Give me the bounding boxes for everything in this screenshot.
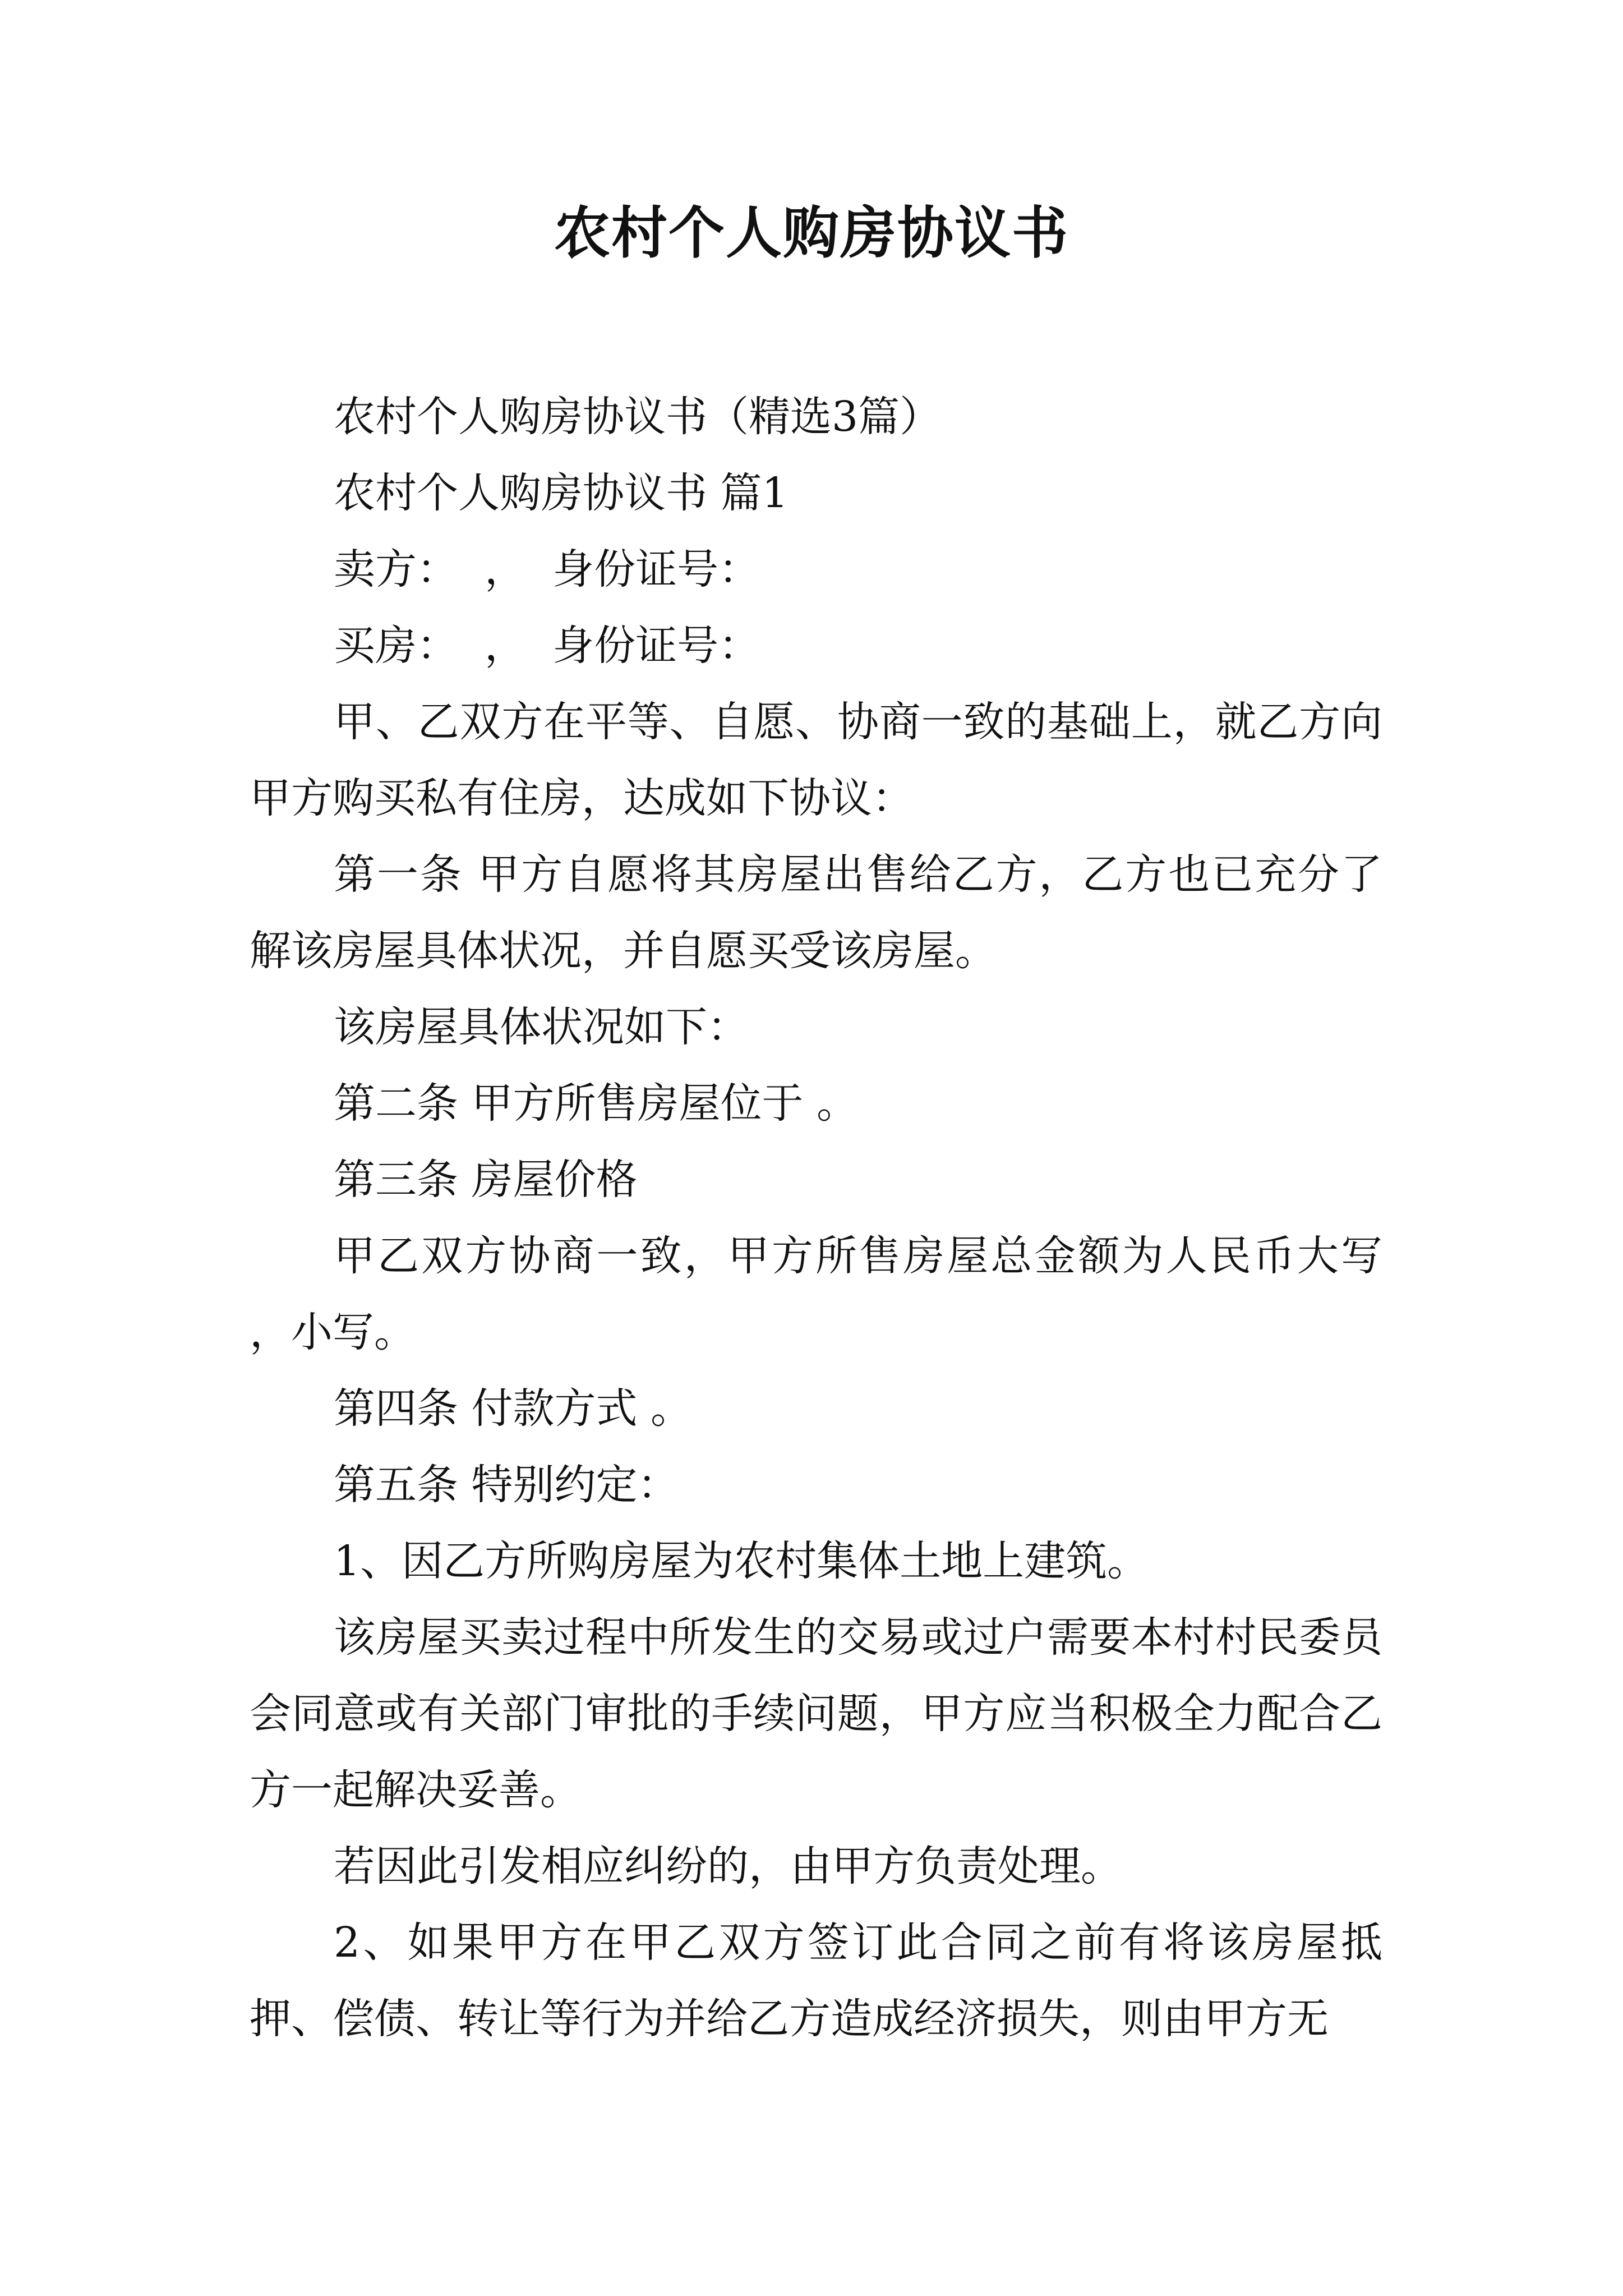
paragraph-transaction-approval: 该房屋买卖过程中所发生的交易或过户需要本村村民委员会同意或有关部门审批的手续问题，甲方应当积极全力配合乙方一起解决妥善。: [250, 1613, 1382, 1814]
paragraph-subtitle: 农村个人购房协议书（精选3篇）: [334, 393, 942, 441]
paragraph-house-status: 该房屋具体状况如下：: [334, 1003, 749, 1051]
paragraph-clause-1: 1、因乙方所购房屋为农村集体土地上建筑。: [334, 1537, 1149, 1585]
paragraph-article-4: 第四条 付款方式 。: [334, 1384, 693, 1433]
paragraph-article-3: 第三条 房屋价格: [334, 1156, 638, 1204]
paragraph-clause-2: 2、如果甲方在甲乙双方签订此合同之前有将该房屋抵押、偿债、转让等行为并给乙方造成经济损失，则由甲方无: [250, 1918, 1382, 2043]
paragraph-preamble: 甲、乙双方在平等、自愿、协商一致的基础上，就乙方向甲方购买私有住房，达成如下协议：: [250, 698, 1382, 822]
paragraph-price: 甲乙双方协商一致，甲方所售房屋总金额为人民币大写 ，小写。: [250, 1232, 1396, 1356]
document-body: [250, 379, 1396, 2057]
paragraph-article-5: 第五条 特别约定：: [334, 1461, 679, 1509]
paragraph-article-1: 第一条 甲方自愿将其房屋出售给乙方，乙方也已充分了解该房屋具体状况，并自愿买受该房屋。: [250, 850, 1382, 975]
paragraph-seller-line: 卖方： ， 身份证号：: [334, 545, 760, 593]
paragraph-article-2: 第二条 甲方所售房屋位于 。: [334, 1079, 859, 1128]
paragraph-buyer-line: 买房： ， 身份证号：: [334, 622, 760, 670]
paragraph-dispute: 若因此引发相应纠纷的，由甲方负责处理。: [334, 1842, 1122, 1890]
document-title: 农村个人购房协议书: [554, 200, 1069, 266]
paragraph-section-heading: 农村个人购房协议书 篇1: [334, 469, 789, 517]
